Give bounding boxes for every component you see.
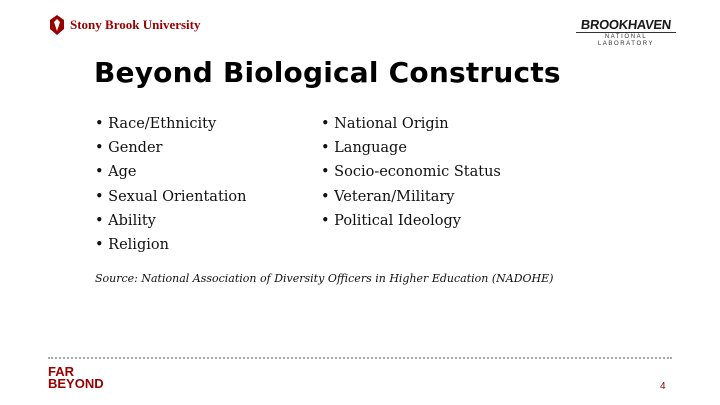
bullet-item: • Gender xyxy=(95,136,246,160)
brookhaven-logo-name: BROOKHAVEN xyxy=(580,17,672,32)
far-beyond-line1: FAR xyxy=(48,364,74,379)
bullet-item: • Race/Ethnicity xyxy=(95,112,246,136)
bullet-item: • Socio-economic Status xyxy=(321,160,501,184)
bullet-item: • Religion xyxy=(95,233,246,257)
sbu-emblem-icon xyxy=(50,15,64,35)
page-number: 4 xyxy=(660,381,666,392)
bullet-item: • Political Ideology xyxy=(321,209,501,233)
brookhaven-logo-subtitle: NATIONAL LABORATORY xyxy=(576,32,676,48)
left-bullet-list xyxy=(95,112,246,257)
bullet-item: • Sexual Orientation xyxy=(95,185,246,209)
bullet-item: • Ability xyxy=(95,209,246,233)
source-citation: Source: National Association of Diversity Officers in Higher Education (NADOHE) xyxy=(95,272,554,285)
right-bullet-list xyxy=(321,112,501,233)
bullet-item: • Veteran/Military xyxy=(321,185,501,209)
slide-title: Beyond Biological Constructs xyxy=(94,56,561,89)
bullet-item: • National Origin xyxy=(321,112,501,136)
bullet-item: • Age xyxy=(95,160,246,184)
bullet-item: • Language xyxy=(321,136,501,160)
brookhaven-logo xyxy=(576,18,676,48)
far-beyond-logo xyxy=(48,366,104,390)
stony-brook-logo-text: Stony Brook University xyxy=(70,17,201,32)
far-beyond-line2: BEYOND xyxy=(48,376,104,391)
footer-divider xyxy=(48,357,672,359)
stony-brook-logo xyxy=(50,15,201,35)
